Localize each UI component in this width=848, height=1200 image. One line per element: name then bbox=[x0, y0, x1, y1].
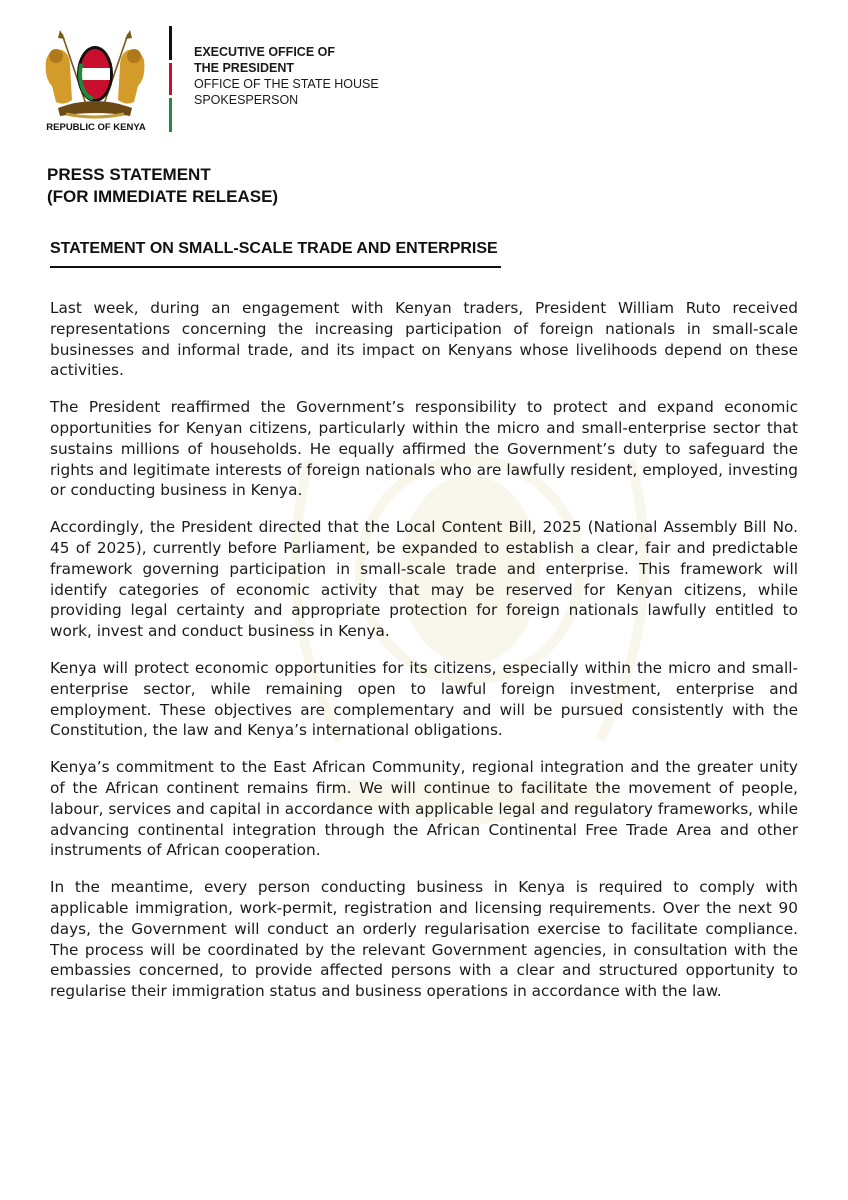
paragraph-1: Last week, during an engagement with Kenyan traders, President William Ruto received representations concerning the increasing participation of foreign nationals in small-scale businesses and informal trade, and its impact on Kenyans whose livelihoods depend on these activities. bbox=[50, 299, 798, 380]
paragraph-2: The President reaffirmed the Government’s responsibility to protect and expand economic opportunities for Kenyan citizens, particularly within the micro and small-enterprise sector that sustains millions of households. He equally affirmed the Government’s duty to safeguard the rights and legitimate interests of foreign nationals who are lawfully resident, employed, investing or conducting business in Kenya. bbox=[50, 398, 798, 500]
paragraph-6: In the meantime, every person conducting business in Kenya is required to comply with applicable immigration, work-permit, registration and licensing requirements. Over the next 90 days, the Government will conduct an orderly regularisation exercise to facilitate compliance. The process will be coordinated by the relevant Government agencies, in consultation with the embassies concerned, to provide affected persons with a clear and structured opportunity to regularise their immigration status and business operations in accordance with the law. bbox=[50, 878, 798, 1001]
coat-of-arms-caption: REPUBLIC OF KENYA bbox=[46, 122, 146, 133]
flag-stripe-red bbox=[169, 63, 172, 95]
paragraph-3: Accordingly, the President directed that the Local Content Bill, 2025 (National Assembly Bill No. 45 of 2025), currently before Parliament, be expanded to establish a clear, fair and predictable framework governing participation in small-scale trade and enterprise. This framework will identify categories of economic activity that may be reserved for Kenyan citizens, while providing legal certainty and appropriate protection for foreign nationals lawfully entitled to work, invest and conduct business in Kenya. bbox=[50, 518, 798, 641]
office-block bbox=[194, 44, 379, 108]
press-statement-label: PRESS STATEMENT bbox=[47, 165, 211, 184]
paragraph-4: Kenya will protect economic opportunities for its citizens, especially within the micro and small-enterprise sector, while remaining open to lawful foreign investment, enterprise and employment. These objectives are complementary and will be pursued consistently with the Constitution, the law and Kenya’s international obligations. bbox=[50, 658, 798, 740]
coat-of-arms-logo bbox=[40, 30, 150, 122]
statement-body bbox=[50, 298, 798, 1018]
immediate-release-label: (FOR IMMEDIATE RELEASE) bbox=[47, 187, 279, 206]
flag-stripe-green bbox=[169, 98, 172, 132]
letterhead bbox=[0, 0, 848, 150]
office-line-3: OFFICE OF THE STATE HOUSE bbox=[194, 77, 379, 91]
statement-title: STATEMENT ON SMALL-SCALE TRADE AND ENTERPRISE bbox=[50, 240, 501, 268]
office-line-4: SPOKESPERSON bbox=[194, 93, 299, 107]
flag-stripe-black bbox=[169, 26, 172, 60]
press-heading bbox=[47, 164, 278, 208]
office-line-1: EXECUTIVE OFFICE OF bbox=[194, 45, 335, 59]
paragraph-5: Kenya’s commitment to the East African Community, regional integration and the greater unity of the African continent remains firm. We will continue to facilitate the movement of people, labour, services and capital in accordance with applicable legal and regulatory frameworks, while advancing continental integration through the African Continental Free Trade Area and other instruments of African cooperation. bbox=[50, 758, 799, 860]
office-line-2: THE PRESIDENT bbox=[194, 61, 295, 75]
